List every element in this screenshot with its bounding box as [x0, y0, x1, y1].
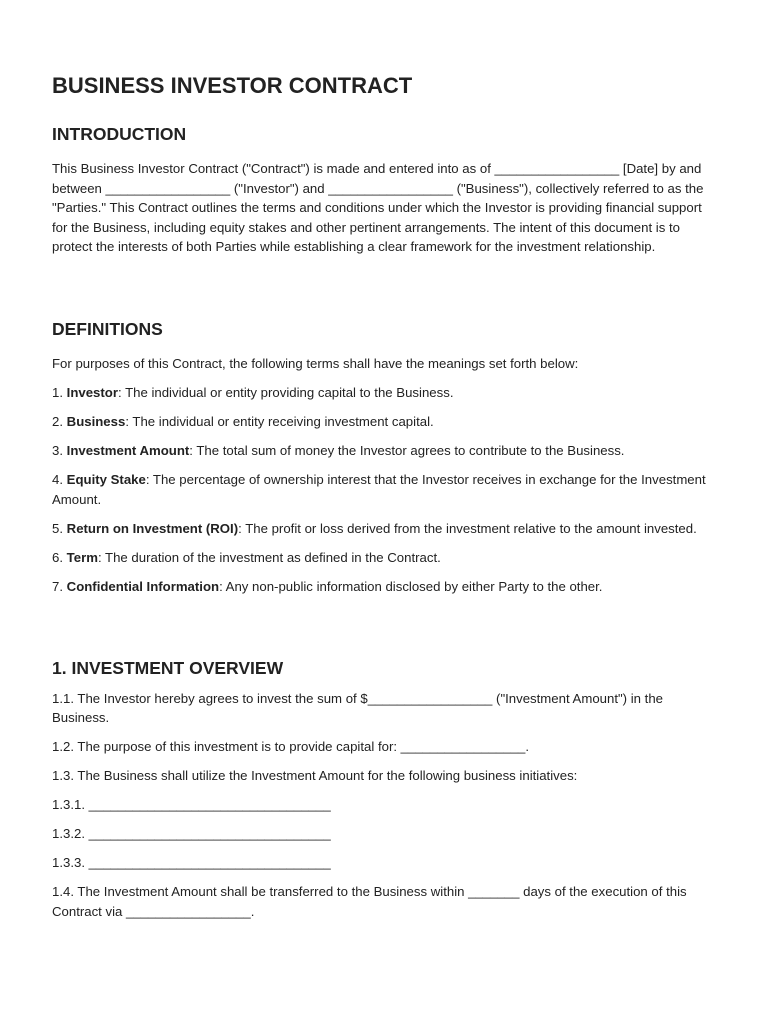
document-title: BUSINESS INVESTOR CONTRACT — [52, 73, 413, 98]
definition-item — [52, 548, 720, 568]
definition-num: 3. — [52, 443, 67, 458]
definition-item — [52, 383, 720, 403]
definition-term: Investment Amount — [66, 443, 190, 458]
definition-term: Term — [66, 549, 98, 565]
definition-item — [52, 441, 720, 461]
definition-text: : The individual or entity providing capital to the Business. — [117, 385, 454, 400]
definition-num: 7. — [52, 578, 67, 594]
definition-text: : Any non-public information disclosed by either Party to the other. — [219, 578, 603, 594]
definition-num: 4. — [52, 472, 67, 487]
definition-item — [52, 470, 720, 509]
clause-item: 1.3. The Business shall utilize the Investment Amount for the following business initiatives: — [52, 768, 578, 783]
definition-num: 2. — [52, 414, 67, 429]
clause-item: 1.2. The purpose of this investment is to provide capital for: _________________. — [52, 739, 530, 754]
definition-item — [52, 519, 720, 539]
definition-text: : The profit or loss derived from the investment relative to the amount invested. — [238, 520, 697, 536]
clause-item: 1.4. The Investment Amount shall be transferred to the Business within _______ days of the execution of this Contract via _________________. — [52, 884, 687, 919]
definition-term: Equity Stake — [66, 472, 146, 487]
introduction-section — [52, 124, 720, 257]
definition-text: : The duration of the investment as defined in the Contract. — [97, 549, 441, 565]
definition-num: 6. — [52, 549, 67, 565]
definition-num: 1. — [52, 385, 67, 400]
clause-item: 1.3.3. _________________________________ — [52, 855, 331, 870]
definition-text: : The percentage of ownership interest that the Investor receives in exchange for the Investment Amount. — [52, 472, 706, 507]
investment-overview-heading: 1. INVESTMENT OVERVIEW — [52, 658, 284, 678]
investment-overview-section — [52, 658, 720, 921]
clause-item: 1.3.1. _________________________________ — [52, 797, 331, 812]
definition-text: : The total sum of money the Investor agrees to contribute to the Business. — [189, 443, 625, 458]
definition-item — [52, 412, 720, 432]
definitions-heading: DEFINITIONS — [52, 319, 163, 339]
introduction-heading: INTRODUCTION — [52, 124, 187, 144]
definition-term: Confidential Information — [66, 578, 220, 594]
definition-term: Return on Investment (ROI) — [66, 520, 239, 536]
definition-item — [52, 577, 720, 597]
definitions-section — [52, 319, 720, 596]
definition-term: Business — [66, 414, 126, 429]
definition-text: : The individual or entity receiving investment capital. — [125, 414, 434, 429]
introduction-text: This Business Investor Contract ("Contract") is made and entered into as of _________________ [Date] by and between _________________ ("Investor") and _________________ ("Business"), collectively referred to as the "Parties." This Contract outlines the terms and conditions under which the Investor is providing financial support for the Business, including equity stakes and other pertinent arrangements. The intent of this document is to protect the interests of both Parties while establishing a clear framework for the investment relationship. — [52, 161, 704, 254]
definition-term: Investor — [66, 385, 118, 400]
clause-item: 1.1. The Investor hereby agrees to invest the sum of $_________________ ("Investment Amount") in the Business. — [52, 690, 664, 725]
definitions-intro: For purposes of this Contract, the following terms shall have the meanings set forth below: — [52, 356, 579, 371]
clause-item: 1.3.2. _________________________________ — [52, 826, 331, 841]
definition-num: 5. — [52, 520, 67, 536]
